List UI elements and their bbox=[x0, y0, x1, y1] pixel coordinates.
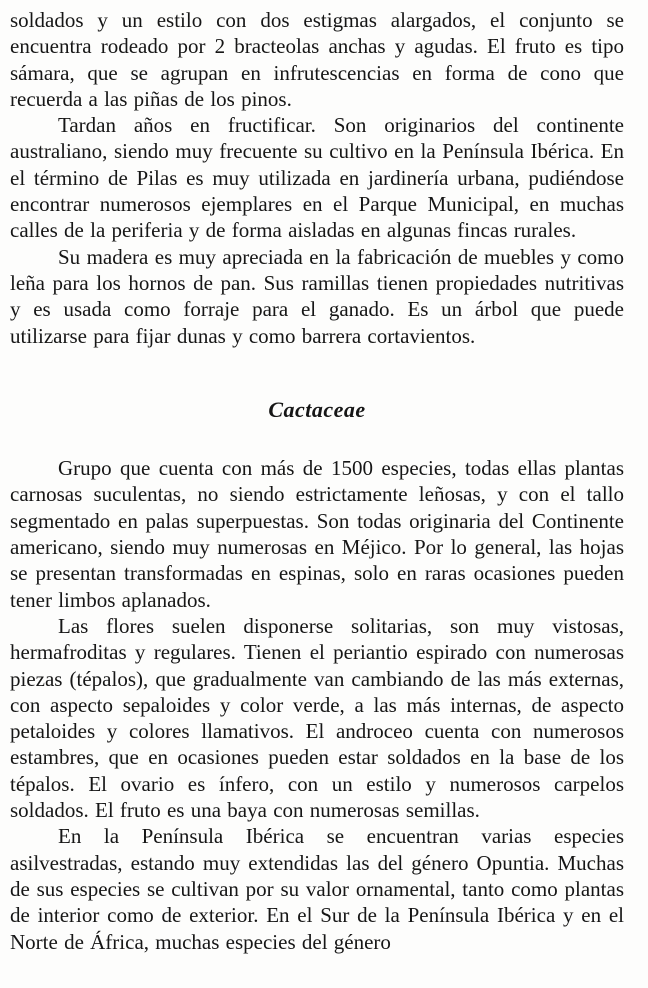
paragraph: Grupo que cuenta con más de 1500 especies, todas ellas plantas carnosas suculentas, no siendo estrictamente leñosas, y con el tallo segmentado en palas superpuestas. Son todas originaria del Continente americano, siendo muy numerosas en Méjico. Por lo general, las hojas se presentan transformadas en espinas, solo en raras ocasiones pueden tener limbos aplanados. bbox=[10, 456, 624, 612]
paragraph: Su madera es muy apreciada en la fabricación de muebles y como leña para los hornos de pan. Sus ramillas tienen propiedades nutritivas y es usada como forraje para el ganado. Es un árbol que puede utilizarse para fijar dunas y como barrera cortavientos. bbox=[10, 244, 624, 348]
paragraph-continuation: soldados y un estilo con dos estigmas alargados, el conjunto se encuentra rodeado por 2 bracteolas anchas y agudas. El fruto es tipo sámara, que se agrupan en infrutescencias en forma de cono que recuerda a las piñas de los pinos. bbox=[10, 8, 624, 111]
section-heading: Cactaceae bbox=[268, 396, 366, 422]
paragraph: Tardan años en fructificar. Son originarios del continente australiano, siendo muy frecuente su cultivo en la Península Ibérica. En el término de Pilas es muy utilizada en jardinería urbana, pudiéndose encontrar numerosos ejemplares en el Parque Municipal, en muchas calles de la periferia y de forma aisladas en algunas fincas rurales. bbox=[10, 113, 624, 243]
paragraph-cut-off: En la Península Ibérica se encuentran varias especies asilvestradas, estando muy extendidas las del género Opuntia. Muchas de sus especies se cultivan por su valor ornamental, tanto como plantas de interior como de exterior. En el Sur de la Península Ibérica y en el Norte de África, muchas especies del género bbox=[10, 824, 624, 954]
paragraph: Las flores suelen disponerse solitarias, son muy vistosas, hermafroditas y regulares. Tienen el periantio espirado con numerosas piezas (tépalos), que gradualmente van cambiando de las más externas, con aspecto sepaloides y color verde, a las más internas, de aspecto petaloides y colores llamativos. El androceo cuenta con numerosos estambres, que en ocasiones pueden estar soldados en la base de los tépalos. El ovario es ínfero, con un estilo y numerosos carpelos soldados. El fruto es una baya con numerosas semillas. bbox=[10, 613, 624, 823]
